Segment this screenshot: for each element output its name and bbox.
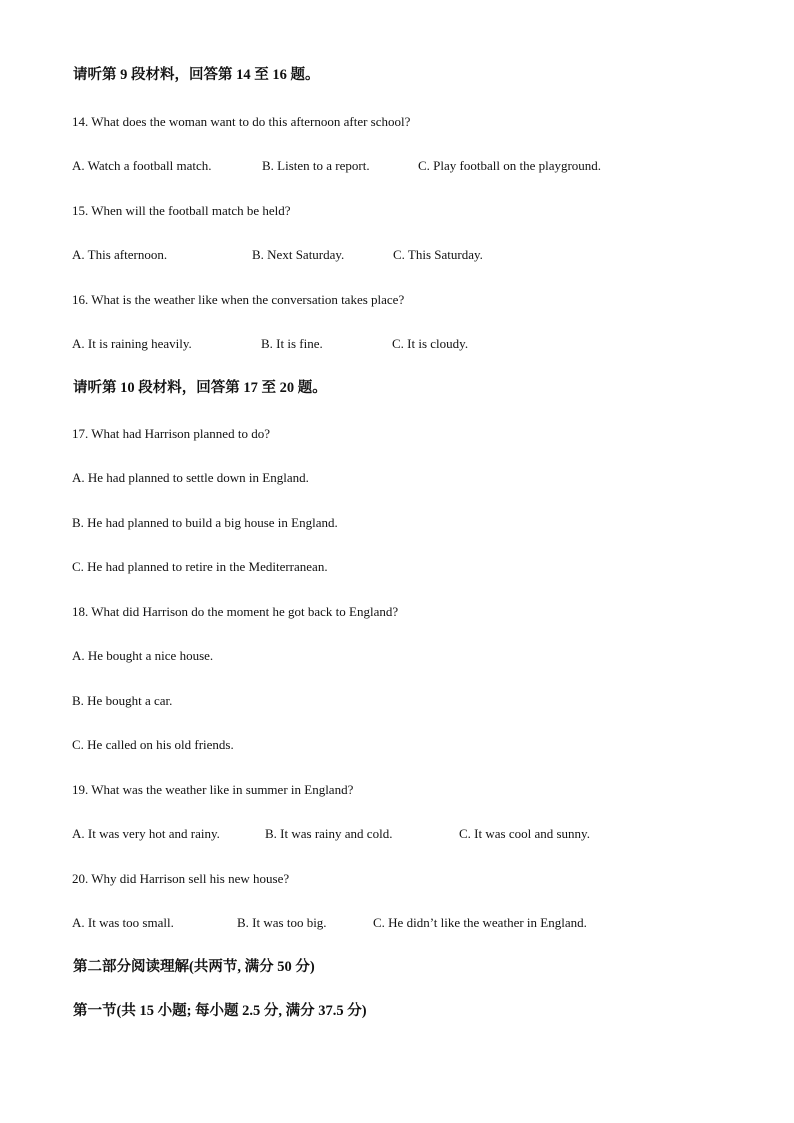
q19-option-c: C. It was cool and sunny. <box>459 826 590 841</box>
question-16: 16. What is the weather like when the conversation takes place? <box>72 292 405 307</box>
q17-option-a: A. He had planned to settle down in England. <box>72 470 309 485</box>
q19-option-a: A. It was very hot and rainy. <box>72 826 220 841</box>
q19-option-b: B. It was rainy and cold. <box>265 826 393 841</box>
section-10-heading: 请听第 10 段材料，回答第 17 至 20 题。 <box>73 380 327 396</box>
part-2-section-1-heading: 第一节(共 15 小题; 每小题 2.5 分, 满分 37.5 分) <box>73 1003 367 1019</box>
q16-option-a: A. It is raining heavily. <box>72 336 192 351</box>
q17-option-c: C. He had planned to retire in the Mediterranean. <box>72 559 328 574</box>
section-9-heading: 请听第 9 段材料，回答第 14 至 16 题。 <box>73 67 320 83</box>
q16-option-b: B. It is fine. <box>261 336 323 351</box>
question-14: 14. What does the woman want to do this afternoon after school? <box>72 114 411 129</box>
q17-option-b: B. He had planned to build a big house in England. <box>72 515 338 530</box>
q20-option-b: B. It was too big. <box>237 915 327 930</box>
q18-option-c: C. He called on his old friends. <box>72 737 234 752</box>
q18-option-a: A. He bought a nice house. <box>72 648 214 663</box>
q14-option-a: A. Watch a football match. <box>72 158 212 173</box>
q18-option-b: B. He bought a car. <box>72 693 173 708</box>
q16-option-c: C. It is cloudy. <box>392 336 469 351</box>
question-15: 15. When will the football match be held? <box>72 203 291 218</box>
q15-option-a: A. This afternoon. <box>72 247 168 262</box>
question-18: 18. What did Harrison do the moment he got back to England? <box>72 604 399 619</box>
q14-option-c: C. Play football on the playground. <box>418 158 602 173</box>
question-20: 20. Why did Harrison sell his new house? <box>72 871 290 886</box>
part-2-heading: 第二部分阅读理解(共两节, 满分 50 分) <box>73 959 315 975</box>
q15-option-b: B. Next Saturday. <box>252 247 345 262</box>
question-19: 19. What was the weather like in summer in England? <box>72 782 354 797</box>
question-17: 17. What had Harrison planned to do? <box>72 426 270 441</box>
q15-option-c: C. This Saturday. <box>393 247 483 262</box>
q20-option-a: A. It was too small. <box>72 915 174 930</box>
q20-option-c: C. He didn’t like the weather in England. <box>373 915 587 930</box>
q14-option-b: B. Listen to a report. <box>262 158 370 173</box>
